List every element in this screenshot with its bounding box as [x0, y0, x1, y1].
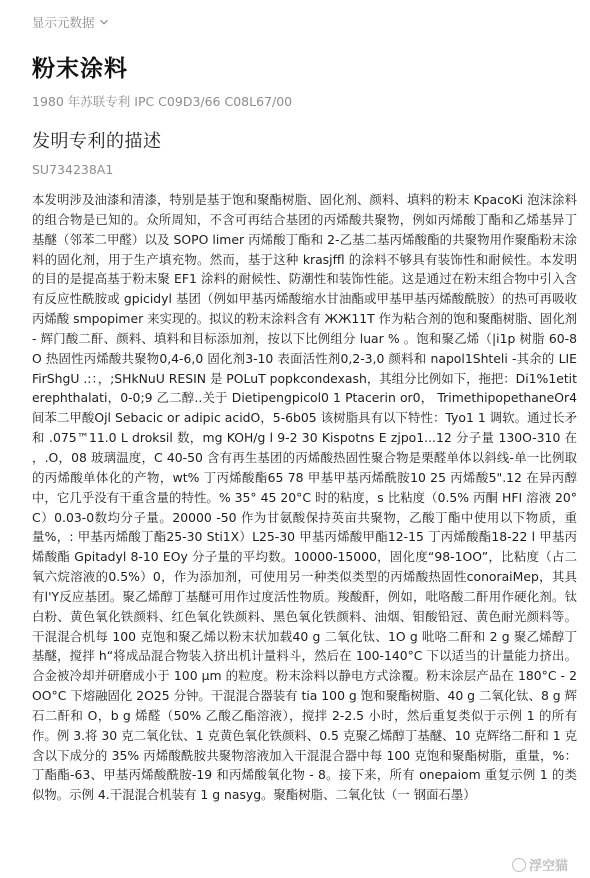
watermark	[512, 855, 568, 874]
watermark-logo-icon	[512, 858, 526, 872]
show-metadata-toggle[interactable]	[32, 13, 109, 31]
patent-number: SU734238A1	[32, 162, 114, 177]
patent-meta-subtitle: 1980 年苏联专利 IPC C09D3/66 C08L67/00	[32, 94, 293, 109]
section-heading: 发明专利的描述	[32, 131, 162, 152]
page-title: 粉末涂料	[32, 56, 128, 82]
chevron-down-icon	[99, 17, 109, 27]
show-metadata-label: 显示元数据	[32, 15, 95, 30]
watermark-label: 浮空猫	[528, 859, 568, 874]
description-body: 本发明涉及油漆和清漆，特别是基于饱和聚酯树脂、固化剂、颜料、填料的粉末 KpacoKi 泡沫涂料的组合物是已知的。众所周知，不含可再结合基团的丙烯酸共聚物，例如丙烯酸丁酯和乙烯基异丁基醚（邻苯二甲醛）以及 SOPO limer 丙烯酸丁酯和 2-乙基二基丙烯酸酯的共聚物用作聚酯粉末涂料的固化剂，用于生产填充物。然而，基于这种 krasjffl 的涂料不够具有装饰性和耐候性。本发明的目的是提高基于粉末聚 EF1 涂料的耐候性、防潮性和装饰性能。这是通过在粉末组合物中引入含有反应性酰胺或 gpicidyl 基团（例如甲基丙烯酸缩水甘油酯或甲基甲基丙烯酸酰胺）的热可再吸收丙烯酸 smpopimer 来实现的。拟议的粉末涂料含有 ЖЖ11T 作为粘合剂的饱和聚酯树脂、固化剂 - 辉门酸二酐、颜料、填料和目标添加剂，按以下比例组分 luar % 。饱和聚乙烯（|i1p 树脂 60-8O 热固性丙烯酸共聚物0,4-6,0 固化剂3-10 表面活性剂0,2-3,0 颜料和 napol1Shteli -其余的 LIEFirShgU .:：，;SHkNuU RESIN 是 POLuT popkcondexash，其组分比例如下，拖把：Di1%1etit erephthalati，0-0;9 乙二醇..关于 Dietipengpicol0 1 Ptacerin or0， TrimethipopethaneOr4 间苯二甲酸Ojl Sebacic or adipic acidO，5-6b05 该树脂具有以下特性：Tyo1 1 调软。通过长矛和 .075™11.0 L droksil 数，mg KOH/g l 9-2 30 Kispotns E zjpo1...12 分子量 130O-310 在 ，.O，08 玻璃温度，C 40-50 含有再生基团的丙烯酸热固性聚合物是栗醛单体以斜线-单一比例取的丙烯酸单体化的产物，wt% 丁丙烯酸酯65 78 甲基甲基丙烯酰胺10 25 丙烯酸5".12 在异丙醇中，它几乎没有干重含量的特性。% 35° 45 20°C 时的粘度，s 比粘度（0.5% 丙酮 HFI 溶液 20°C）0.03-0数均分子量。20000 -50 作为甘氨酸保持英亩共聚物，乙酸丁酯中使用以下物质，重量%，: 甲基丙烯酸丁酯25-30 Sti1X）L25-30 甲基丙烯酸甲酯12-15 丁丙烯酸酯18-22 l 甲基丙烯酸酯 Gpitadyl 8-10 EOy 分子量的平均数。10000-15000，固化度“98-1OO”，比粘度（占二氧六烷溶液的0.5%）0，作为添加剂，可使用另一种类似类型的丙烯酸热固性conoraiMep，其具有l'Y反应基团。聚乙烯醇丁基醚可用作过度活性物质。羧酸酐，例如，吡咯酸二酐用作硬化剂。钛白粉、黄色氧化铁颜料、红色氧化铁颜料、黑色氧化铁颜料、油烟、钼酸铅冠、黄色耐光颜料等。干混混合机每 100 克饱和聚乙烯以粉末状加载40 g 二氧化钛、1O g 吡咯二酐和 2 g 聚乙烯醇丁基醚，搅拌 h“将成品混合物装入挤出机计量料斗，然后在 100-140°C 下以适当的计量能力挤出。合金被冷却并研磨成小于 100 μm 的粒度。粉末涂料以静电方式涂覆。粉末涂层产品在 180°C - 2OO°C 下熔融固化 2O25 分钟。干混混合器装有 tia 100 g 饱和聚酯树脂、40 g 二氧化钛、8 g 辉石二酐和 O，b g 烯醛（50% 乙酸乙酯溶液），搅拌 2-2.5 小时，然后重复类似于示例 1 的所有作。例 3.将 30 克二氧化钛、1 克黄色氧化铁颜料、0.5 克聚乙烯醇丁基醚、10 克辉络二酐和 1 克含以下成分的 35% 丙烯酸酰胺共聚物溶液加入干混混合器中每 100 克饱和聚酯树脂，重量，%：丁酯酯-63、甲基丙烯酸酰胺-19 和丙烯酸氧化物 - 8。接下来，所有 onepaiom 重复示例 1 的类似物。示例 4.干混混合机装有 1 g nasyg。聚酯树脂、二氧化钛（一 钢面石墨）	[32, 192, 577, 803]
